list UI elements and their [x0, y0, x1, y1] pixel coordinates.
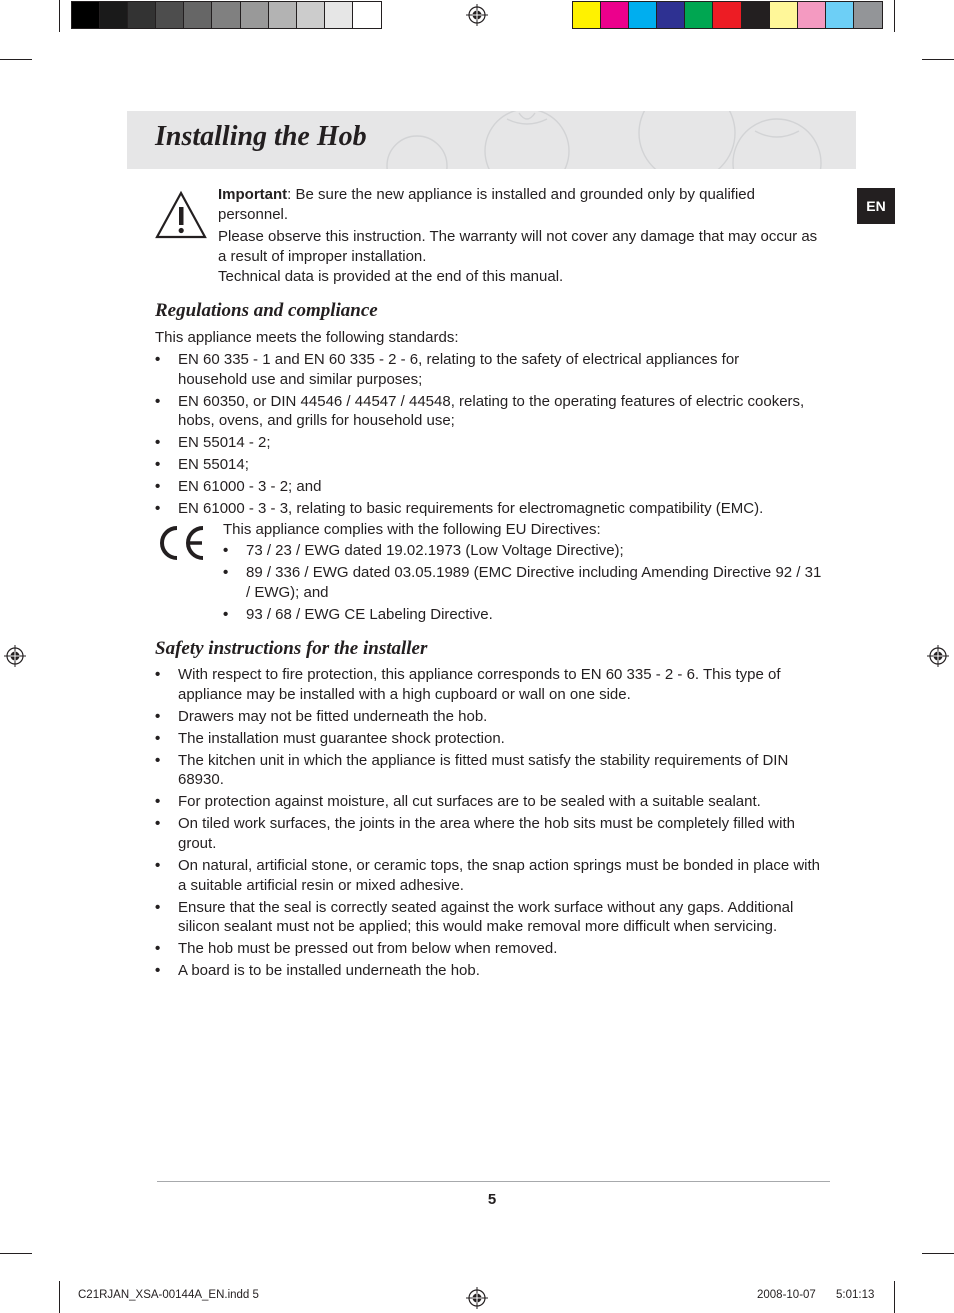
bullet-icon: •	[155, 962, 161, 980]
color-swatch	[854, 2, 882, 28]
safety-item-text: On natural, artificial stone, or ceramic tops, the snap action springs must be bonded in place with a suitable artificial resin or mixed adhesive.	[178, 857, 821, 894]
color-swatch	[184, 2, 212, 28]
standard-item	[155, 350, 811, 389]
standard-item-text: EN 61000 - 3 - 2; and	[178, 478, 322, 496]
bullet-icon: •	[223, 605, 229, 623]
standard-item-text: EN 61000 - 3 - 3, relating to basic requirements for electromagnetic compatibility (EMC).	[178, 500, 764, 518]
technical-data-note: Technical data is provided at the end of this manual.	[218, 268, 564, 285]
registration-mark-icon	[927, 645, 949, 667]
color-swatch	[212, 2, 240, 28]
color-swatch	[826, 2, 854, 28]
safety-item-text: With respect to fire protection, this appliance corresponds to EN 60 335 - 2 - 6. This type of appliance may be installed with a high cupboard or wall on one side.	[178, 666, 781, 703]
bullet-icon: •	[155, 857, 161, 875]
bullet-icon: •	[155, 793, 161, 811]
color-swatch	[657, 2, 685, 28]
safety-item	[155, 707, 831, 727]
crop-mark	[59, 1281, 60, 1313]
safety-item	[155, 665, 831, 704]
safety-item-text: For protection against moisture, all cut surfaces are to be sealed with a suitable sealant.	[178, 793, 761, 811]
safety-item	[155, 939, 831, 959]
safety-item	[155, 898, 831, 937]
directive-item-text: 93 / 68 / EWG CE Labeling Directive.	[246, 605, 493, 623]
color-swatch	[573, 2, 601, 28]
standard-item	[155, 433, 811, 453]
crop-mark	[0, 59, 32, 60]
important-notice	[218, 185, 818, 224]
crop-mark	[922, 1253, 954, 1254]
important-text: : Be sure the new appliance is installed and grounded only by qualified personnel.	[218, 186, 755, 223]
bullet-icon: •	[155, 434, 161, 452]
color-swatch	[156, 2, 184, 28]
standard-item-text: EN 60 335 - 1 and EN 60 335 - 2 - 6, relating to the safety of electrical appliances for household use and similar purposes;	[178, 351, 740, 388]
bullet-icon: •	[223, 564, 229, 582]
safety-item-text: Ensure that the seal is correctly seated against the work surface without any gaps. Additional silicon sealant must not be applied; this would make removal more difficult when servicing.	[178, 898, 794, 936]
language-badge: EN	[857, 188, 895, 224]
safety-item-text: The installation must guarantee shock protection.	[178, 729, 505, 747]
bullet-icon: •	[223, 542, 229, 559]
safety-item-text: On tiled work surfaces, the joints in the area where the hob sits must be completely filled with grout.	[178, 815, 795, 852]
registration-mark-icon	[466, 1287, 488, 1309]
bullet-icon: •	[155, 940, 161, 958]
standard-item	[155, 477, 811, 497]
bullet-icon: •	[155, 898, 161, 916]
bullet-icon: •	[155, 500, 161, 518]
color-swatch	[269, 2, 297, 28]
process-color-bar	[572, 1, 883, 29]
crop-mark	[922, 59, 954, 60]
bullet-icon: •	[155, 729, 161, 747]
color-swatch	[601, 2, 629, 28]
page-title: Installing the Hob	[155, 121, 367, 152]
standard-item	[155, 499, 811, 519]
directives-list	[223, 541, 823, 627]
crop-mark	[894, 0, 895, 32]
directive-item-text: 89 / 336 / EWG dated 03.05.1989 (EMC Directive including Amending Directive 92 / 31 / EWG); and	[246, 564, 822, 601]
standard-item	[155, 455, 811, 475]
color-swatch	[100, 2, 128, 28]
safety-item-text: The kitchen unit in which the appliance is fitted must satisfy the stability requirements of DIN 68930.	[178, 751, 789, 789]
safety-item	[155, 961, 831, 981]
bullet-icon: •	[155, 392, 161, 410]
color-swatch	[297, 2, 325, 28]
color-swatch	[713, 2, 741, 28]
safety-item	[155, 751, 831, 790]
ce-mark-icon	[155, 524, 207, 562]
color-swatch	[770, 2, 798, 28]
color-swatch	[128, 2, 156, 28]
page-number: 5	[487, 1191, 497, 1208]
safety-item-text: Drawers may not be fitted underneath the hob.	[178, 707, 488, 725]
color-swatch	[353, 2, 381, 28]
regulations-heading: Regulations and compliance	[155, 300, 378, 321]
directives-intro: This appliance complies with the following EU Directives:	[223, 521, 601, 538]
crop-mark	[59, 0, 60, 32]
color-swatch	[241, 2, 269, 28]
color-swatch	[685, 2, 713, 28]
bullet-icon: •	[155, 707, 161, 725]
grayscale-color-bar	[71, 1, 382, 29]
warning-icon	[155, 190, 207, 240]
safety-item	[155, 856, 831, 895]
standards-list	[155, 350, 811, 522]
bullet-icon: •	[155, 478, 161, 496]
bullet-icon: •	[155, 666, 161, 683]
color-swatch	[629, 2, 657, 28]
regulations-intro: This appliance meets the following standards:	[155, 329, 459, 346]
slug-filename: C21RJAN_XSA-00144A_EN.indd 5	[78, 1289, 259, 1301]
safety-heading: Safety instructions for the installer	[155, 638, 428, 659]
title-band	[127, 111, 856, 169]
safety-list	[155, 665, 831, 983]
warranty-notice: Please observe this instruction. The warranty will not cover any damage that may occur as a result of improper installation.	[218, 228, 818, 265]
standard-item-text: EN 60350, or DIN 44546 / 44547 / 44548, relating to the operating features of electric cookers, hobs, ovens, and grills for household use;	[178, 392, 805, 430]
registration-mark-icon	[466, 4, 488, 26]
slug-time: 5:01:13	[836, 1289, 875, 1301]
directive-item-text: 73 / 23 / EWG dated 19.02.1973 (Low Voltage Directive);	[246, 542, 624, 559]
bullet-icon: •	[155, 456, 161, 474]
directive-item	[223, 541, 823, 561]
safety-item	[155, 814, 831, 853]
standard-item	[155, 392, 811, 431]
safety-item-text: The hob must be pressed out from below when removed.	[178, 940, 558, 958]
color-swatch	[72, 2, 100, 28]
color-swatch	[742, 2, 770, 28]
standard-item-text: EN 55014;	[178, 456, 249, 474]
crop-mark	[894, 1281, 895, 1313]
slug-date: 2008-10-07	[757, 1289, 816, 1301]
directive-item	[223, 563, 823, 602]
standard-item-text: EN 55014 - 2;	[178, 434, 271, 452]
crop-mark	[0, 1253, 32, 1254]
bullet-icon: •	[155, 815, 161, 833]
color-swatch	[798, 2, 826, 28]
safety-item	[155, 792, 831, 812]
safety-item-text: A board is to be installed underneath the hob.	[178, 962, 480, 980]
safety-item	[155, 729, 831, 749]
registration-mark-icon	[4, 645, 26, 667]
bullet-icon: •	[155, 351, 161, 368]
color-swatch	[325, 2, 353, 28]
directive-item	[223, 605, 823, 625]
important-label: Important	[218, 186, 288, 203]
footer-rule	[157, 1181, 830, 1182]
bullet-icon: •	[155, 751, 161, 769]
